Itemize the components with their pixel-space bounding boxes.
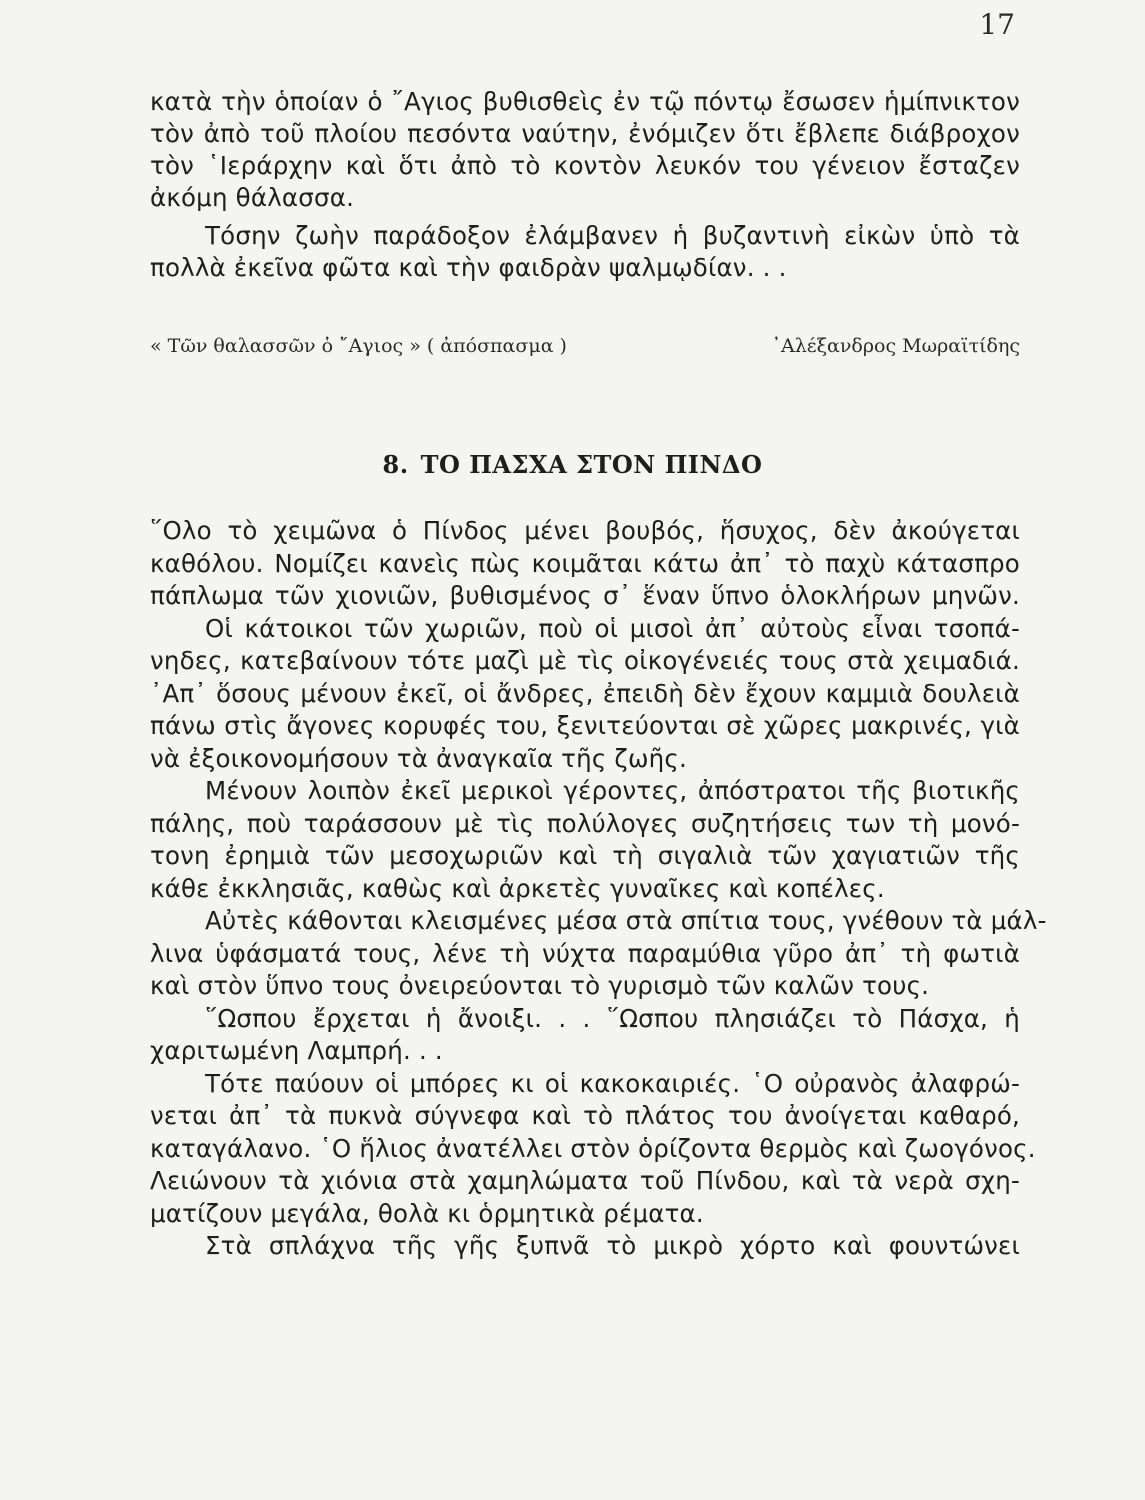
text-line: ῞Ωσπου ἔρχεται ἡ ἄνοιξι. . . ῞Ωσπου πλησιάζει τὸ Πάσχα, ἡ	[205, 1003, 1020, 1033]
text-line: τονη ἐρημιὰ τῶν μεσοχωριῶν καὶ τὴ σιγαλιὰ τῶν χαγιατιῶν τῆς	[150, 841, 1020, 870]
text-line: χαριτωμένη Λαμπρή. . .	[150, 1036, 443, 1065]
text-line: καὶ στὸν ὕπνο τους ὀνειρεύονται τὸ γυρισμὸ τῶν καλῶν τους.	[150, 971, 930, 1000]
text-line: Μένουν λοιπὸν ἐκεῖ μερικοὶ γέροντες, ἀπόστρατοι τῆς βιοτικῆς	[205, 776, 1020, 805]
citation-author: ᾿Αλέξανδρος Μωραϊτίδης	[771, 335, 1020, 357]
text-line: ῞Ολο τὸ χειμῶνα ὁ Πίνδος μένει βουβός, ἥσυχος, δὲν ἀκούγεται	[150, 516, 1020, 545]
text-line: πάπλωμα τῶν χιονιῶν, βυθισμένος σ᾿ ἕναν ὕπνο ὁλοκλήρων μηνῶν.	[150, 581, 1020, 610]
text-line: νεται ἀπ᾿ τὰ πυκνὰ σύγνεφα καὶ τὸ πλάτος του ἀνοίγεται καθαρό,	[150, 1101, 1020, 1130]
text-line: καθόλου. Νομίζει κανεὶς πὼς κοιμᾶται κάτω ἀπ᾿ τὸ παχὺ κάτασπρο	[150, 548, 1020, 578]
text-line: κατὰ τὴν ὁποίαν ὁ ῎Αγιος βυθισθεὶς ἐν τῷ πόντῳ ἔσωσεν ἡμίπνικτον	[150, 87, 1020, 116]
text-line: τὸν ἀπὸ τοῦ πλοίου πεσόντα ναύτην, ἐνόμιζεν ὅτι ἔβλεπε διάβροχον	[150, 119, 1020, 148]
text-line: πάλης, ποὺ ταράσσουν μὲ τὶς πολύλογες συζητήσεις των τὴ μονό-	[150, 808, 1020, 838]
text-line: ᾿Απ᾿ ὅσους μένουν ἐκεῖ, οἱ ἄνδρες, ἐπειδὴ δὲν ἔχουν καμμιὰ δουλειὰ	[150, 678, 1020, 708]
text-line: Αὐτὲς κάθονται κλεισμένες μέσα στὰ σπίτια τους, γνέθουν τὰ μάλ-	[205, 906, 1047, 935]
text-line: ἀκόμη θάλασσα.	[150, 183, 355, 212]
text-line: νηδες, κατεβαίνουν τότε μαζὶ μὲ τὶς οἰκογένειές τους στὰ χειμαδιά.	[150, 646, 1020, 675]
chapter-title: ΤΟ ΠΑΣΧΑ ΣΤΟΝ ΠΙΝΔΟ	[420, 450, 763, 479]
citation-source: « Τῶν θαλασσῶν ὁ ῎Αγιος » ( ἀπόσπασμα )	[150, 335, 567, 357]
text-line: Τότε παύουν οἱ μπόρες κι οἱ κακοκαιριές. ῾Ο οὐρανὸς ἀλαφρώ-	[205, 1068, 1020, 1098]
text-line: Οἱ κάτοικοι τῶν χωριῶν, ποὺ οἱ μισοὶ ἀπ᾿ αὐτοὺς εἶναι τσοπά-	[205, 613, 1020, 643]
text-line: Λειώνουν τὰ χιόνια στὰ χαμηλώματα τοῦ Πίνδου, καὶ τὰ νερὰ σχη-	[150, 1166, 1020, 1195]
chapter-number: 8.	[382, 450, 409, 479]
chapter-body	[150, 515, 1047, 1263]
page-number: 17	[979, 8, 1015, 41]
intro-paragraph	[150, 86, 1020, 284]
text-line: πάνω στὶς ἄγονες κορυφές του, ξενιτεύονται σὲ χῶρες μακρινές, γιὰ	[150, 711, 1020, 740]
text-line: ματίζουν μεγάλα, θολὰ κι ὁρμητικὰ ρέματα.	[150, 1198, 704, 1228]
text-line: Τόσην ζωὴν παράδοξον ἐλάμβανεν ἡ βυζαντινὴ εἰκὼν ὑπὸ τὰ	[205, 221, 1020, 250]
text-line: κάθε ἐκκλησιᾶς, καθὼς καὶ ἀρκετὲς γυναῖκες καὶ κοπέλες.	[150, 873, 885, 903]
text-line: τὸν ῾Ιεράρχην καὶ ὅτι ἀπὸ τὸ κοντὸν λευκόν του γένειον ἔσταζεν	[150, 151, 1020, 180]
text-line: λινα ὑφάσματά τους, λένε τὴ νύχτα παραμύθια γῦρο ἀπ᾿ τὴ φωτιὰ	[150, 938, 1020, 968]
chapter-heading	[0, 450, 1145, 479]
text-line: πολλὰ ἐκεῖνα φῶτα καὶ τὴν φαιδρὰν ψαλμῳδίαν. . .	[150, 253, 787, 282]
text-line: καταγάλανο. ῾Ο ἥλιος ἀνατέλλει στὸν ὁρίζοντα θερμὸς καὶ ζωογόνος.	[150, 1133, 1036, 1163]
text-line: νὰ ἐξοικονομήσουν τὰ ἀναγκαῖα τῆς ζωῆς.	[150, 743, 687, 773]
text-line: Στὰ σπλάχνα τῆς γῆς ξυπνᾶ τὸ μικρὸ χόρτο καὶ φουντώνει	[205, 1231, 1020, 1260]
